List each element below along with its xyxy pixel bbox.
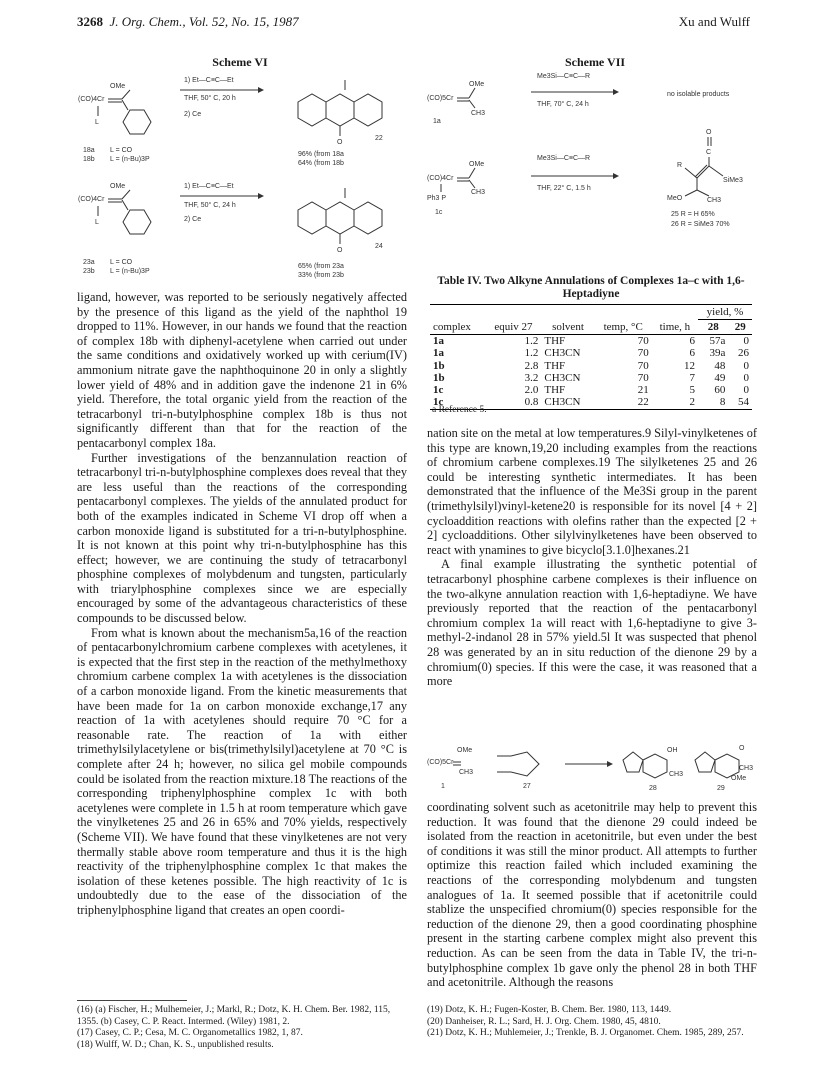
scheme-vi [78, 68, 408, 288]
svg-text:29: 29 [717, 785, 725, 792]
table-cell: 6 [689, 335, 696, 347]
svg-text:(CO)4Cr: (CO)4Cr [78, 196, 105, 203]
yield-header: yield, % [698, 305, 752, 320]
paragraph: A final example illustrating the synthetic potential of tetracarbonyl phosphine carbene complexes is their influence on the two-alkyne annulation reaction with 1,6-heptadiyne. We have previously reported that the reaction of the pentacarbonyl chromium complex 1a will react with 1,6-heptadiyne to give 3-methyl-2-indanol 28 in 57% yield.5l It was suspected that phenol 28 was generated by an in situ reduction of the dienone 29 by a chromium(0) species. If this were the case, it was reasoned that a more [427, 557, 757, 689]
table-cell: 26 [738, 347, 749, 360]
svg-text:THF, 22° C, 1.5 h: THF, 22° C, 1.5 h [537, 185, 591, 192]
table-cell: 60 [714, 384, 726, 397]
svg-text:22: 22 [375, 135, 383, 142]
svg-text:(CO)4Cr: (CO)4Cr [78, 96, 105, 103]
col-header: 29 [734, 321, 746, 333]
table-cell: 70 [637, 347, 649, 360]
svg-text:L: L [95, 119, 99, 126]
svg-text:OMe: OMe [469, 161, 485, 168]
table-cell: 22 [637, 396, 649, 409]
table-cell: 0 [743, 359, 749, 372]
paragraph: From what is known about the mechanism5a,16 of the reaction of pentacarbonylchromium carbene complexes with acetylenes, it is expected that the first step in the reaction of the methylmethoxy chromium carbene complex 1a with acetylenes is the dissociation of a carbon monoxide ligand. From the kinetic measurements that have been made for 1a on carbon monoxide exchange,17 any reaction of 1a with acetylenes should require 70 °C for a reasonable rate. The reaction of 1a with either trimethylsilylacetylene or bis(trimethylsilyl)acetylene at 70 °C is complete after 24 h; however, no silica gel mobile compounds could be isolated from the reaction mixture.18 The reactions of the corresponding triphenylphosphine complex 1c with both acetylenes were complete in 1.5 h at room temperature which gave the vinylketenes 25 and 26 in 65% and 70% yields, respectively (Scheme VII). We have found that these vinylketenes are not very thermally stable above room temperature and thus it is the high reactivity of the triphenylphosphine complex 1c that makes the isolation of these ketenes possible. The high reactivity of 1c is undoubtedly due to the ease of the dissociation of the triphenylphosphine ligand that creates an open coordi- [77, 625, 407, 917]
table-cell: CH3CN [544, 347, 581, 360]
svg-text:65% (from 23a: 65% (from 23a [298, 263, 344, 270]
svg-text:L = CO: L = CO [110, 147, 133, 154]
footnote: (19) Dotz, K. H.; Fugen-Koster, B. Chem. Ber. 1980, 113, 1449. [427, 1005, 672, 1015]
table-cell: 1b [433, 371, 445, 384]
col-header: 28 [707, 321, 719, 333]
table-cell: 54 [738, 396, 749, 409]
col-header: temp, °C [603, 320, 643, 333]
svg-text:THF, 50° C, 20 h: THF, 50° C, 20 h [184, 95, 236, 102]
svg-text:2) Ce: 2) Ce [184, 216, 202, 223]
footnote: (20) Danheiser, R. L.; Sard, H. J. Org. Chem. 1980, 45, 4810. [427, 1016, 661, 1027]
table-cell: 1a [433, 347, 444, 360]
page-number: 3268 [77, 14, 103, 29]
table-cell: 5 [689, 384, 696, 397]
table-cell: CH3CN [544, 371, 581, 384]
footnotes-right [427, 1005, 757, 1040]
table-cell: 1.2 [524, 335, 539, 347]
table-cell: 2 [689, 396, 696, 409]
svg-text:CH3: CH3 [471, 110, 486, 117]
table-cell: 7 [689, 371, 696, 384]
scheme-vii [427, 68, 757, 273]
svg-text:CH3: CH3 [471, 189, 486, 196]
svg-text:O: O [337, 139, 343, 146]
table-cell: 1b [433, 359, 445, 372]
svg-text:1c: 1c [435, 209, 443, 216]
svg-text:Me3Si—C≡C—R: Me3Si—C≡C—R [537, 73, 591, 80]
table-cell: CH3CN [544, 396, 581, 409]
svg-text:1) Et—C≡C—Et: 1) Et—C≡C—Et [184, 77, 234, 84]
running-header-authors: Xu and Wulff [678, 14, 750, 29]
svg-text:O: O [337, 247, 343, 254]
svg-text:23a: 23a [83, 259, 95, 266]
svg-text:OMe: OMe [731, 775, 747, 782]
svg-text:R: R [677, 162, 683, 169]
table-cell: 2.8 [524, 359, 539, 372]
svg-text:27: 27 [523, 783, 531, 790]
svg-text:64% (from 18b: 64% (from 18b [298, 160, 344, 167]
table-row [430, 335, 752, 348]
svg-text:1a: 1a [433, 118, 441, 125]
scheme-vii-title: Scheme VII [564, 55, 626, 69]
svg-text:no isolable products: no isolable products [667, 91, 730, 98]
svg-text:C: C [706, 149, 712, 156]
col-header: equiv 27 [494, 320, 533, 333]
svg-text:OMe: OMe [469, 81, 485, 88]
paragraph: Further investigations of the benzannulation reaction of tetracarbonyl tri-n-butylphosphine complexes does reveal that they are less useful than the reactions of the corresponding pentacarbonyl complexes. The yields of the annulated product for both of the examples indicated in Scheme VI drop off when a carbon monoxide ligand is substituted for a tri-n-butylphosphine. It is not known at this point why tri-n-butylphosphine has this effect; however, we are continuing the study of tetracarbonyl phosphine complexes of molybdenum and tungsten, particularly with triarylphosphine complexes since we are especially encouraged by some of the advantageous characteristics of these compounds to be discussed below. [77, 450, 407, 626]
svg-text:CH3: CH3 [669, 771, 684, 778]
svg-text:26 R = SiMe3 70%: 26 R = SiMe3 70% [671, 221, 730, 228]
svg-text:OH: OH [667, 747, 678, 754]
table-cell: 8 [719, 396, 726, 409]
svg-text:L: L [95, 219, 99, 226]
footnote: (17) Casey, C. P.; Cesa, M. C. Organometallics 1982, 1, 87. [77, 1028, 303, 1038]
svg-text:24: 24 [375, 243, 383, 250]
svg-text:THF, 50° C, 24 h: THF, 50° C, 24 h [184, 202, 236, 209]
scheme-vi-drawing [78, 68, 408, 283]
table-cell: 2.0 [524, 384, 539, 397]
svg-text:33% (from 23b: 33% (from 23b [298, 272, 344, 279]
inline-scheme-drawing [427, 742, 757, 792]
col-header: time, h [659, 320, 691, 333]
table-cell: 0 [743, 384, 749, 397]
footnote-rule [77, 1000, 187, 1001]
table-cell: 21 [637, 384, 649, 397]
table-cell: 48 [714, 359, 726, 372]
table-cell: 1c [433, 384, 444, 397]
svg-text:96% (from 18a: 96% (from 18a [298, 151, 344, 158]
table-cell: THF [544, 335, 566, 347]
table-header-row [430, 320, 752, 335]
table-cell: 1.2 [524, 347, 539, 360]
svg-text:O: O [706, 129, 712, 136]
table-cell: THF [544, 384, 566, 397]
col-header: solvent [552, 320, 584, 333]
svg-text:L = (n-Bu)3P: L = (n-Bu)3P [110, 156, 150, 163]
svg-text:Ph3 P: Ph3 P [427, 195, 447, 202]
svg-text:28: 28 [649, 785, 657, 792]
svg-text:CH3: CH3 [459, 769, 474, 776]
table-cell: 0.8 [524, 396, 539, 409]
svg-text:CH3: CH3 [707, 197, 722, 204]
footnotes-left [77, 1005, 407, 1051]
table-header-row [430, 305, 752, 320]
paragraph: nation site on the metal at low temperatures.9 Silyl-vinylketenes of this type are known,19,20 including examples from the reactions of chromium carbene complexes.19 The silylketenes 25 and 26 could be interesting synthetic intermediates. It has been demonstrated that the influence of the Me3Si group in the parent (trimethylsilyl)vinyl-ketene20 is responsible for its novel [4 + 2] cycloaddition reactions with olefins rather than the expected [2 + 2] cycloadditions. Other silylvinylketenes have been observed to react with ynamines to give bicyclo[3.1.0]hexanes.21 [427, 426, 757, 557]
svg-text:OMe: OMe [457, 747, 473, 754]
svg-text:18b: 18b [83, 156, 95, 163]
table-iv-title: Table IV. Two Alkyne Annulations of Complexes 1a–c with 1,6-Heptadiyne [437, 275, 745, 300]
table-cell: 1c [433, 396, 444, 409]
left-column [77, 290, 407, 918]
scheme-vi-title: Scheme VI [212, 55, 268, 69]
paragraph: coordinating solvent such as acetonitrile may help to prevent this reduction. It was found that the dienone 29 could indeed be isolated from the reaction in acetonitrile, but even under the best of conditions it was still the minor product. All attempts to further optimize this reaction failed which included examining the reactions of the corresponding molybdenum and tungsten analogues of 1a. It seemed possible that if acetonitrile could stablize the unspecified chromium(0) species responsible for the reduction of the dienone 29, then a good coordinating phosphine present in the starting carbene complex might also prevent this reduction. As can be seen from the data in Table IV, the tri-n-butylphosphine complex 1b gave only the phenol 28 in both THF and acetonitrile. Although the reasons [427, 800, 757, 990]
svg-text:O: O [739, 745, 745, 752]
col-header: complex [433, 320, 471, 333]
svg-text:(CO)4Cr: (CO)4Cr [427, 175, 454, 182]
inline-scheme [427, 742, 757, 797]
table-cell: 57a [709, 335, 726, 347]
svg-text:MeO: MeO [667, 195, 683, 202]
svg-text:(CO)5Cr: (CO)5Cr [427, 95, 454, 102]
table-cell: 70 [637, 359, 649, 372]
svg-text:Me3Si—C≡C—R: Me3Si—C≡C—R [537, 155, 591, 162]
paragraph: ligand, however, was reported to be seriously negatively affected by the presence of this ligand as the yield of the naphthol 19 dropped to 11%. However, in our hands we found that the reaction of complex 18b with diphenyl-acetylene when carried out under the same conditions and oxidatively worked up with cerium(IV) ammonium nitrate gave the naphthoquinone 20 in only a slightly lower yield of 48% and in addition gave the indenone 21 in 6% yield. Therefore, the total organic yield from the reaction of the tetracarbonyl tri-n-butylphosphine complex 18b is thus not significantly different than that for the reaction of the pentacarbonyl complex 18a. [77, 290, 407, 450]
table-iv-footnote: a Reference 5. [432, 405, 487, 415]
table-cell: 0 [743, 335, 749, 347]
svg-text:OMe: OMe [110, 183, 126, 190]
table-row [430, 384, 752, 396]
svg-text:1: 1 [441, 783, 445, 790]
table-cell: 3.2 [524, 371, 539, 384]
svg-text:25 R = H 65%: 25 R = H 65% [671, 211, 715, 218]
right-column-bottom [427, 800, 757, 990]
table-iv [430, 304, 752, 410]
svg-text:OMe: OMe [110, 83, 126, 90]
table-cell: 39a [709, 347, 726, 360]
footnote: (16) (a) Fischer, H.; Mulhemeier, J.; Markl, R.; Dotz, K. H. Chem. Ber. 1982, 115, 1355. (b) Casey, C. P. React. Intermed. (Wiley) 1981, 2. [77, 1005, 391, 1027]
svg-text:THF, 70° C, 24 h: THF, 70° C, 24 h [537, 101, 589, 108]
svg-text:L = CO: L = CO [110, 259, 133, 266]
table-cell: 1a [433, 335, 444, 347]
svg-text:1) Et—C≡C—Et: 1) Et—C≡C—Et [184, 183, 234, 190]
right-column-top [427, 426, 757, 689]
svg-text:L = (n-Bu)3P: L = (n-Bu)3P [110, 268, 150, 275]
table-cell: 70 [637, 371, 649, 384]
footnote: (18) Wulff, W. D.; Chan, K. S., unpublished results. [77, 1039, 274, 1050]
svg-text:SiMe3: SiMe3 [723, 177, 743, 184]
table-cell: 0 [743, 371, 749, 384]
svg-text:23b: 23b [83, 268, 95, 275]
table-cell: 49 [714, 371, 726, 384]
svg-text:(CO)5Cr: (CO)5Cr [427, 759, 454, 766]
table-cell: THF [544, 359, 566, 372]
table-cell: 70 [637, 335, 649, 347]
table-cell: 6 [689, 347, 696, 360]
scheme-vii-drawing [427, 68, 757, 268]
svg-text:2) Ce: 2) Ce [184, 111, 202, 118]
running-header-left [77, 14, 299, 30]
svg-text:18a: 18a [83, 147, 95, 154]
svg-text:CH3: CH3 [739, 765, 754, 772]
table-row [430, 372, 752, 384]
table-row [430, 347, 752, 359]
journal-citation: J. Org. Chem., Vol. 52, No. 15, 1987 [109, 14, 299, 29]
footnote: (21) Dotz, K. H.; Muhlemeier, J.; Trenkle, B. J. Organomet. Chem. 1985, 289, 257. [427, 1028, 744, 1038]
table-cell: 12 [684, 359, 696, 372]
table-row [430, 360, 752, 372]
